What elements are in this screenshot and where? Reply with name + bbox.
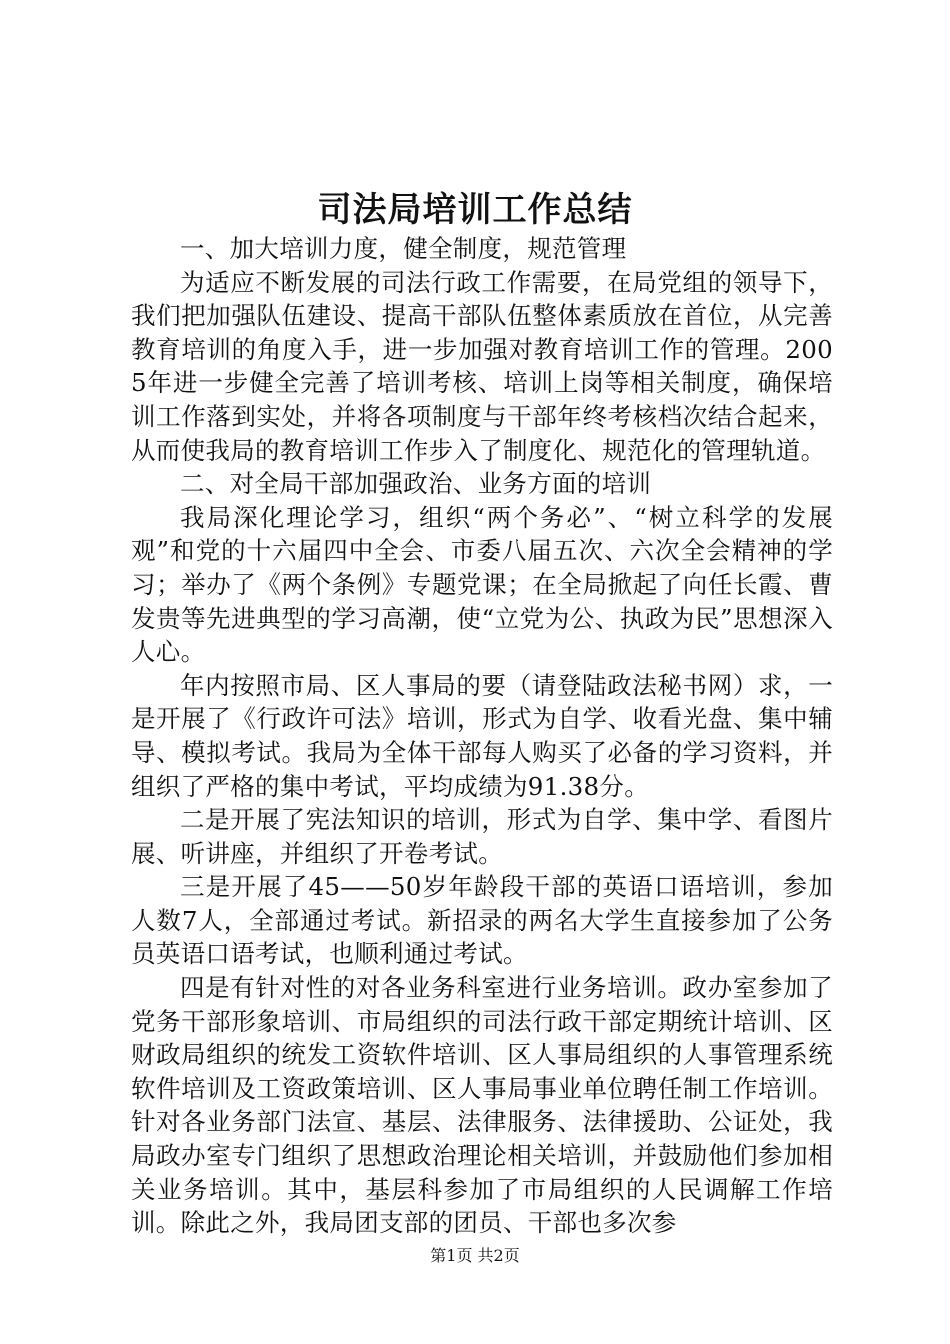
document-body: [131, 232, 833, 1240]
paragraph-4: 二是开展了宪法知识的培训，形式为自学、集中学、看图片展、听讲座，并组织了开卷考试。: [131, 805, 833, 868]
page-title: 司法局培训工作总结: [317, 190, 633, 230]
paragraph-2: 我局深化理论学习，组织“两个务必”、“树立科学的发展观”和党的十六届四中全会、市委八届五次、六次全会精神的学习；举办了《两个条例》专题党课；在全局掀起了向任长霞、曹发贵等先进典型的学习高潮，使“立党为公、执政为民”思想深入人心。: [131, 502, 833, 667]
page-footer: 第1页 共2页: [430, 1246, 520, 1265]
paragraph-3: 年内按照市局、区人事局的要（请登陆政法秘书网）求，一是开展了《行政许可法》培训，形式为自学、收看光盘、集中辅导、模拟考试。我局为全体干部每人购买了必备的学习资料，并组织了严格的集中考试，平均成绩为91.38分。: [131, 670, 833, 801]
section-heading-1: 一、加大培训力度，健全制度，规范管理: [180, 234, 627, 263]
section-heading-2: 二、对全局干部加强政治、业务方面的培训: [180, 469, 652, 499]
paragraph-5: 三是开展了45——50岁年龄段干部的英语口语培训，参加人数7人，全部通过考试。新招录的两名大学生直接参加了公务员英语口语考试，也顺利通过考试。: [131, 872, 834, 969]
paragraph-6: 四是有针对性的对各业务科室进行业务培训。政办室参加了党务干部形象培训、市局组织的司法行政干部定期统计培训、区财政局组织的统发工资软件培训、区人事局组织的人事管理系统软件培训及工资政策培训、区人事局事业单位聘任制工作培训。针对各业务部门法宣、基层、法律服务、法律援助、公证处，我局政办室专门组织了思想政治理论相关培训，并鼓励他们参加相关业务培训。其中，基层科参加了市局组织的人民调解工作培训。除此之外，我局团支部的团员、干部也多次参: [131, 973, 833, 1238]
paragraph-1: 为适应不断发展的司法行政工作需要，在局党组的领导下，我们把加强队伍建设、提高干部队伍整体素质放在首位，从完善教育培训的角度入手，进一步加强对教育培训工作的管理。2005年进一步健全完善了培训考核、培训上岗等相关制度，确保培训工作落到实处，并将各项制度与干部年终考核档次结合起来，从而使我局的教育培训工作步入了制度化、规范化的管理轨道。: [131, 267, 833, 465]
